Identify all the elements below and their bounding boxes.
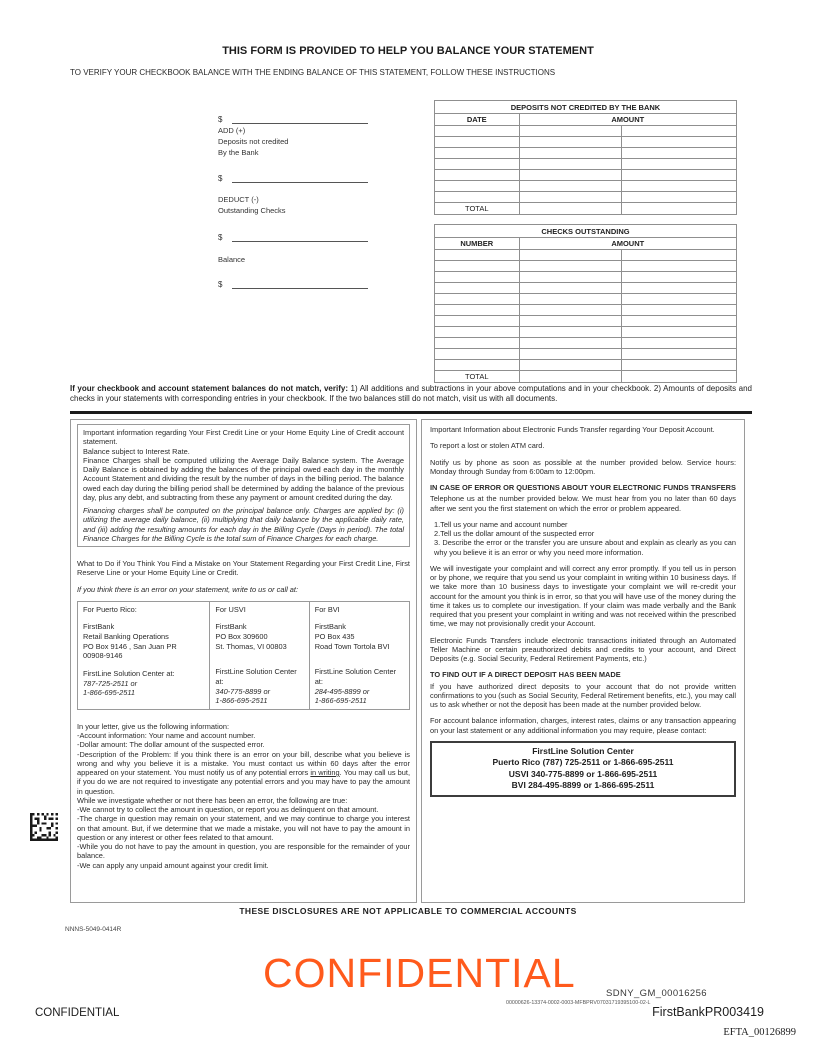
worksheet-line-3: [218, 230, 368, 242]
deposits-amount-header: AMOUNT: [519, 114, 736, 126]
table-row: [435, 338, 737, 349]
blank-write-line: [232, 113, 368, 124]
table-row: [435, 349, 737, 360]
eft-list-item-3: 3. Describe the error or the transfer you are unsure about and explain as clearly as you can why you believe it is an error or why you need more information.: [434, 538, 736, 557]
phone-number: 1-866-695-2511: [215, 696, 268, 706]
dollar-sign: $: [218, 233, 223, 242]
page-subtitle: TO VERIFY YOUR CHECKBOOK BALANCE WITH THE ENDING BALANCE OF THIS STATEMENT, FOLLOW THESE INSTRUCTIONS: [70, 68, 556, 77]
form-number: NNNS-5049-0414R: [65, 926, 122, 933]
table-row: [435, 294, 737, 305]
address-line: Road Town Tortola BVI: [314, 641, 390, 651]
contact-box-pr: Puerto Rico (787) 725-2511 or 1-866-695-2511: [492, 757, 674, 768]
verify-body: 1) All additions and subtractions in your above computations and in your checkbook. 2) Amounts of deposits and checks in your statements with corresponding entries in your checkbook. If the two balances still do not match, visit us with all documents.: [70, 384, 752, 403]
eft-p3: Notify us by phone as soon as possible at the number provided below. Service hours: Monday through Sunday from 6:00am to 12:00pm.: [430, 457, 736, 476]
contact-box-title: FirstLine Solution Center: [532, 745, 634, 756]
blank-write-line: [232, 231, 368, 242]
address-line: St. Thomas, VI 00803: [215, 641, 287, 651]
contact-bvi: [310, 602, 409, 709]
credit-info-p3: Finance Charges shall be computed utilizing the Average Daily Balance system. The Average Daily Balance is obtained by adding the balances of the principal owed each day in the monthly Account Statement and dividing the result by the number of days in the billing period. The balance owed each day during the billing period shall be determined by adding the balance of the previous day, plus any debt, and subtracting from these any payment or amount credited during the day.: [83, 455, 404, 502]
regional-contacts-table: [77, 601, 410, 710]
deposits-date-header: DATE: [435, 114, 520, 126]
eft-p4: Telephone us at the number provided below. We must hear from you no later than 60 days after we sent you the first statement on which the error or problem appeared.: [430, 494, 736, 513]
checks-outstanding-table: [434, 224, 737, 383]
worksheet-line-4: [218, 277, 368, 289]
letter-item-account: -Account information: Your name and account number.: [77, 731, 256, 740]
deposits-total-label: TOTAL: [435, 203, 520, 215]
eft-p6: Electronic Funds Transfers include electronic transactions initiated through an Automated Teller Machine or certain preauthorized debits and credits to your account, and Direct Deposits (e.g. Social Security, Federal Retirement Payments, etc.): [430, 635, 736, 663]
eft-p1: Important Information about Electronic Funds Transfer regarding Your Deposit Account.: [430, 425, 715, 434]
direct-deposit-heading: TO FIND OUT IF A DIRECT DEPOSIT HAS BEEN MADE: [430, 670, 621, 680]
table-row: [435, 250, 737, 261]
address-line: PO Box 9146 , San Juan PR: [83, 641, 177, 651]
checks-total-label: TOTAL: [435, 371, 520, 383]
eft-p5: We will investigate your complaint and will correct any error promptly. If you tell us in person or by phone, we require that you send us your complaint in writing within 10 business days. If we take more than 10 business days to investigate your complaint we will re-credit your account for the amount you think is in error, so that you will have use of the money during the time it takes us to complete our investigation. If your claim was made verbally and the Bank required that you present your complaint in writing and was not received within the prescribed time, we may not provisionally credit your Account.: [430, 563, 736, 629]
add-note-2: By the Bank: [218, 148, 259, 157]
bates-stamp-sdny: SDNY_GM_00016256: [606, 988, 707, 999]
blank-write-line: [232, 278, 368, 289]
credit-info-p4: Financing charges shall be computed on the principal balance only. Charges are applied by: (i) utilizing the average daily balance, (ii) multiplying that daily balance by the applicable daily rate, and (iii) adding the resulting amounts for each day in the Billing Cycle (Days in period). The total Finance Charges for the Billing Cycle is the total sum of Finance Charges for each charge.: [83, 506, 404, 543]
page-title: THIS FORM IS PROVIDED TO HELP YOU BALANCE YOUR STATEMENT: [222, 45, 594, 57]
worksheet-line-2: [218, 171, 368, 183]
region-label: For BVI: [314, 604, 340, 614]
eft-disclosures: [421, 419, 745, 903]
checks-number-header: NUMBER: [435, 238, 520, 250]
section-divider: [70, 411, 752, 414]
while-intro: While we investigate whether or not there has been an error, the following are true:: [77, 795, 348, 805]
table-row: [435, 192, 737, 203]
production-code: 00000626-13374-0002-0003-MFBPRV07031719395100-02-L: [506, 1000, 651, 1006]
address-line: FirstBank: [314, 622, 346, 632]
add-note-1: Deposits not credited: [218, 137, 289, 146]
dollar-sign: $: [218, 280, 223, 289]
firstline-contact-box: [430, 741, 736, 797]
table-row: [435, 148, 737, 159]
region-label: For Puerto Rico:: [83, 604, 137, 614]
balance-worksheet: [218, 112, 368, 289]
in-writing-underlined: in writing: [310, 768, 340, 777]
address-line: FirstBank: [83, 622, 115, 632]
while-item-2: -The charge in question may remain on your statement, and we may continue to charge you interest on that amount. But, if we determine that we made a mistake, you will not have to pay the amount in question or any interest or other fees related to that amount.: [77, 814, 410, 842]
eft-p2: To report a lost or stolen ATM card.: [430, 441, 545, 451]
verify-lead: If your checkbook and account statement balances do not match, verify:: [70, 384, 348, 393]
table-row: [435, 360, 737, 371]
phone-number: 340-775-8899 or: [215, 686, 271, 696]
table-row: [435, 137, 737, 148]
table-row: [435, 126, 737, 137]
address-line: PO Box 309600: [215, 632, 268, 641]
letter-intro: In your letter, give us the following information:: [77, 721, 229, 731]
table-row: [435, 316, 737, 327]
solution-center-label: FirstLine Solution Center at:: [314, 667, 397, 686]
balance-label: Balance: [218, 255, 246, 264]
while-item-3: -While you do not have to pay the amount in question, you are responsible for the remainder of your balance.: [77, 842, 410, 861]
address-line: FirstBank: [215, 622, 247, 632]
table-row: [435, 305, 737, 316]
credit-info-box: [77, 424, 410, 547]
dollar-sign: $: [218, 115, 223, 124]
worksheet-line-1: [218, 112, 368, 124]
table-row: [435, 261, 737, 272]
table-row: [435, 283, 737, 294]
credit-info-p2: Balance subject to Interest Rate.: [83, 446, 190, 456]
checks-amount-header: AMOUNT: [519, 238, 736, 250]
contact-box-bvi: BVI 284-495-8899 or 1-866-695-2511: [511, 780, 655, 791]
table-row: [435, 170, 737, 181]
address-line: PO Box 435: [314, 632, 355, 641]
while-item-4: -We can apply any unpaid amount against your credit limit.: [77, 860, 269, 870]
bates-stamp-firstbank: FirstBankPR003419: [652, 1005, 764, 1019]
verify-instructions: [70, 384, 752, 404]
region-label: For USVI: [215, 604, 246, 614]
eft-list-item-1: 1.Tell us your name and account number: [434, 519, 568, 529]
description-text: . You may call us but, if you do we are not required to investigate any potential errors and you may have to pay the amount in question.: [77, 768, 410, 796]
eft-p8: For account balance information, charges, interest rates, claims or any transaction appearing on your last statement or any additional information you may require, please contact:: [430, 716, 736, 735]
mistake-heading: What to Do if You Think You Find a Mistake on Your Statement Regarding your First Credit Line, First Reserve Line or your Home Equity Line or Credit.: [77, 559, 410, 578]
deduct-label: DEDUCT (-): [218, 195, 259, 204]
table-row: [435, 181, 737, 192]
address-line: Retail Banking Operations: [83, 632, 169, 641]
deposits-total-row: [435, 203, 737, 215]
phone-number: 284-495-8899 or: [314, 686, 370, 696]
phone-number: 1-866-695-2511: [314, 696, 367, 706]
table-row: [435, 159, 737, 170]
description-text: -Description of the Problem: If you think there is an error on your bill, describe what you believe is wrong and why you believe it is a mistake. You must contact us within 60 days after the error appeared on your statement. You must notify us of any potential errors: [77, 749, 410, 777]
address-line: 00908-9146: [83, 651, 123, 661]
datamatrix-barcode: [30, 812, 58, 842]
solution-center-label: FirstLine Solution Center at:: [83, 668, 175, 678]
contact-puerto-rico: [78, 602, 210, 709]
deposits-not-credited-table: [434, 100, 737, 215]
while-item-1: -We cannot try to collect the amount in question, or report you as delinquent on that amount.: [77, 805, 379, 814]
checks-table-title: CHECKS OUTSTANDING: [435, 225, 737, 238]
solution-center-label: FirstLine Solution Center at:: [215, 667, 297, 686]
add-label: ADD (+): [218, 126, 246, 135]
dollar-sign: $: [218, 174, 223, 183]
phone-number: 787-725-2511 or: [83, 678, 138, 688]
eft-p7: If you have authorized direct deposits to your account that do not provide written confirmations to you (such as Social Security, Federal Retirement benefits, etc.), you may call us to ask whether or not the deposit has been made at the number provided below.: [430, 681, 736, 709]
mistake-instruction: If you think there is an error on your statement, write to us or call at:: [77, 584, 298, 594]
letter-item-description: [77, 750, 410, 796]
contact-box-usvi: USVI 340-775-8899 or 1-866-695-2511: [508, 768, 658, 779]
eft-error-heading: IN CASE OF ERROR OR QUESTIONS ABOUT YOUR ELECTRONIC FUNDS TRANSFERS: [430, 483, 736, 492]
confidential-stamp: CONFIDENTIAL: [263, 950, 576, 996]
deduct-note: Outstanding Checks: [218, 206, 286, 215]
checks-total-row: [435, 371, 737, 383]
contact-usvi: [210, 602, 309, 709]
phone-number: 1-866-695-2511: [83, 688, 136, 698]
commercial-accounts-note: THESE DISCLOSURES ARE NOT APPLICABLE TO COMMERCIAL ACCOUNTS: [239, 906, 577, 916]
credit-line-disclosures: [70, 419, 417, 903]
bates-stamp-efta: EFTA_00126899: [723, 1027, 796, 1038]
credit-info-p1: Important information regarding Your First Credit Line or your Home Equity Line of Credit account statement.: [83, 428, 404, 447]
eft-list-item-2: 2.Tell us the dollar amount of the suspected error: [434, 529, 595, 538]
table-row: [435, 272, 737, 283]
confidential-footer-label: CONFIDENTIAL: [35, 1007, 120, 1019]
deposits-table-title: DEPOSITS NOT CREDITED BY THE BANK: [435, 101, 737, 114]
blank-write-line: [232, 172, 368, 183]
letter-item-amount: -Dollar amount: The dollar amount of the suspected error.: [77, 740, 265, 750]
table-row: [435, 327, 737, 338]
